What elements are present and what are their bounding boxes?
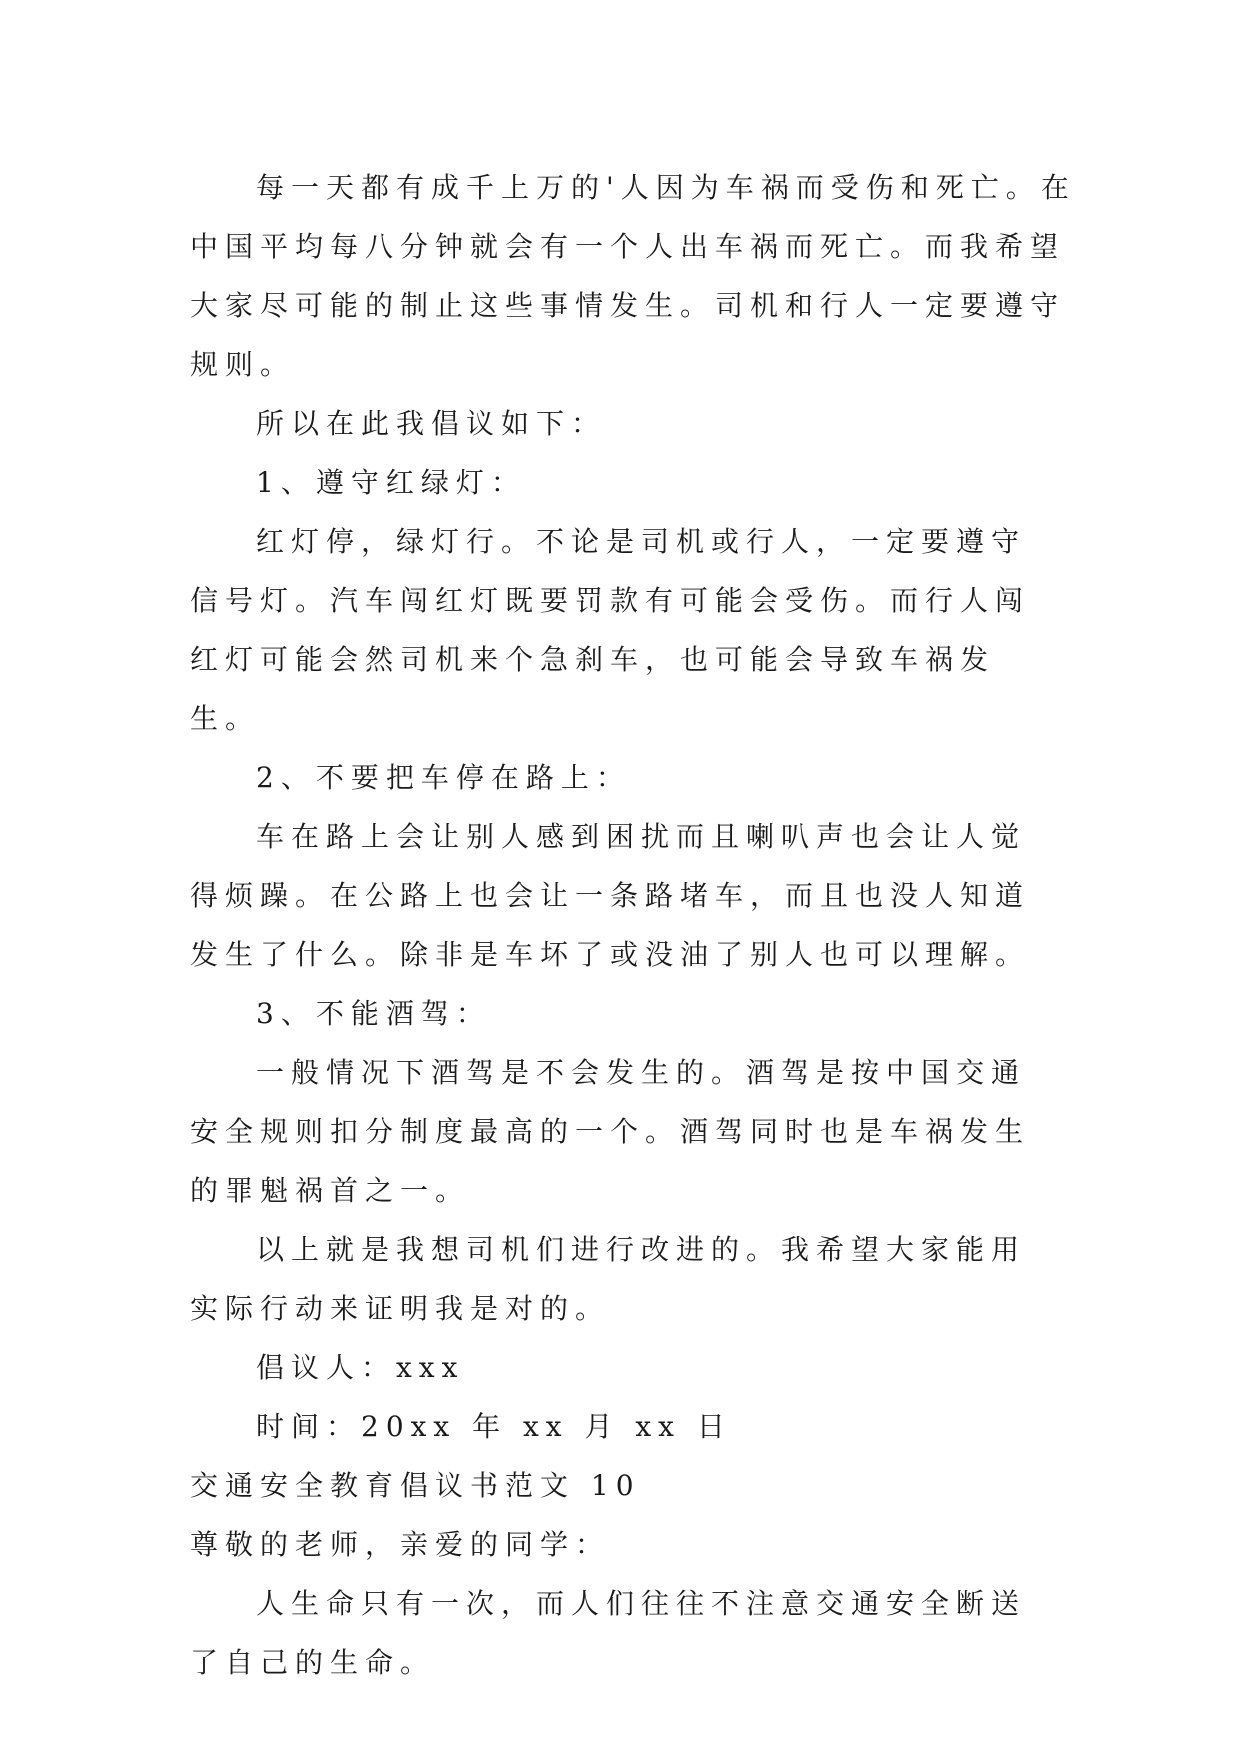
- salutation: 尊敬的老师，亲爱的同学：: [190, 1528, 611, 1561]
- signature-proposer: 倡议人：xxx: [256, 1351, 465, 1384]
- paragraph-item-1: 红灯停，绿灯行。不论是司机或行人，一定要遵守信号灯。汽车闯红灯既要罚款有可能会受伤。而行人闯红灯可能会然司机来个急刹车，也可能会导致车祸发生。: [190, 525, 1031, 735]
- document-body: [190, 158, 1095, 1692]
- paragraph-proposal-intro: 所以在此我倡议如下：: [256, 407, 607, 440]
- heading-item-3: 3、不能酒驾：: [256, 997, 491, 1030]
- paragraph-item-2: 车在路上会让别人感到困扰而且喇叭声也会让人觉得烦躁。在公路上也会让一条路堵车，而且也没人知道发生了什么。除非是车坏了或没油了别人也可以理解。: [190, 820, 1031, 971]
- paragraph-item-3: 一般情况下酒驾是不会发生的。酒驾是按中国交通安全规则扣分制度最高的一个。酒驾同时也是车祸发生的罪魁祸首之一。: [190, 1056, 1031, 1207]
- signature-date: 时间：20xx 年 xx 月 xx 日: [256, 1410, 732, 1443]
- section-title: 交通安全教育倡议书范文 10: [190, 1469, 641, 1502]
- heading-item-1: 1、遵守红绿灯：: [256, 466, 526, 499]
- paragraph-life-once: 人生命只有一次，而人们往往不注意交通安全断送了自己的生命。: [190, 1587, 1027, 1679]
- paragraph-accident-stats: 每一天都有成千上万的'人因为车祸而受伤和死亡。在中国平均每八分钟就会有一个人出车祸而死亡。而我希望大家尽可能的制止这些事情发生。司机和行人一定要遵守规则。: [190, 171, 1076, 381]
- heading-item-2: 2、不要把车停在路上：: [256, 761, 631, 794]
- paragraph-conclusion: 以上就是我想司机们进行改进的。我希望大家能用实际行动来证明我是对的。: [190, 1233, 1027, 1325]
